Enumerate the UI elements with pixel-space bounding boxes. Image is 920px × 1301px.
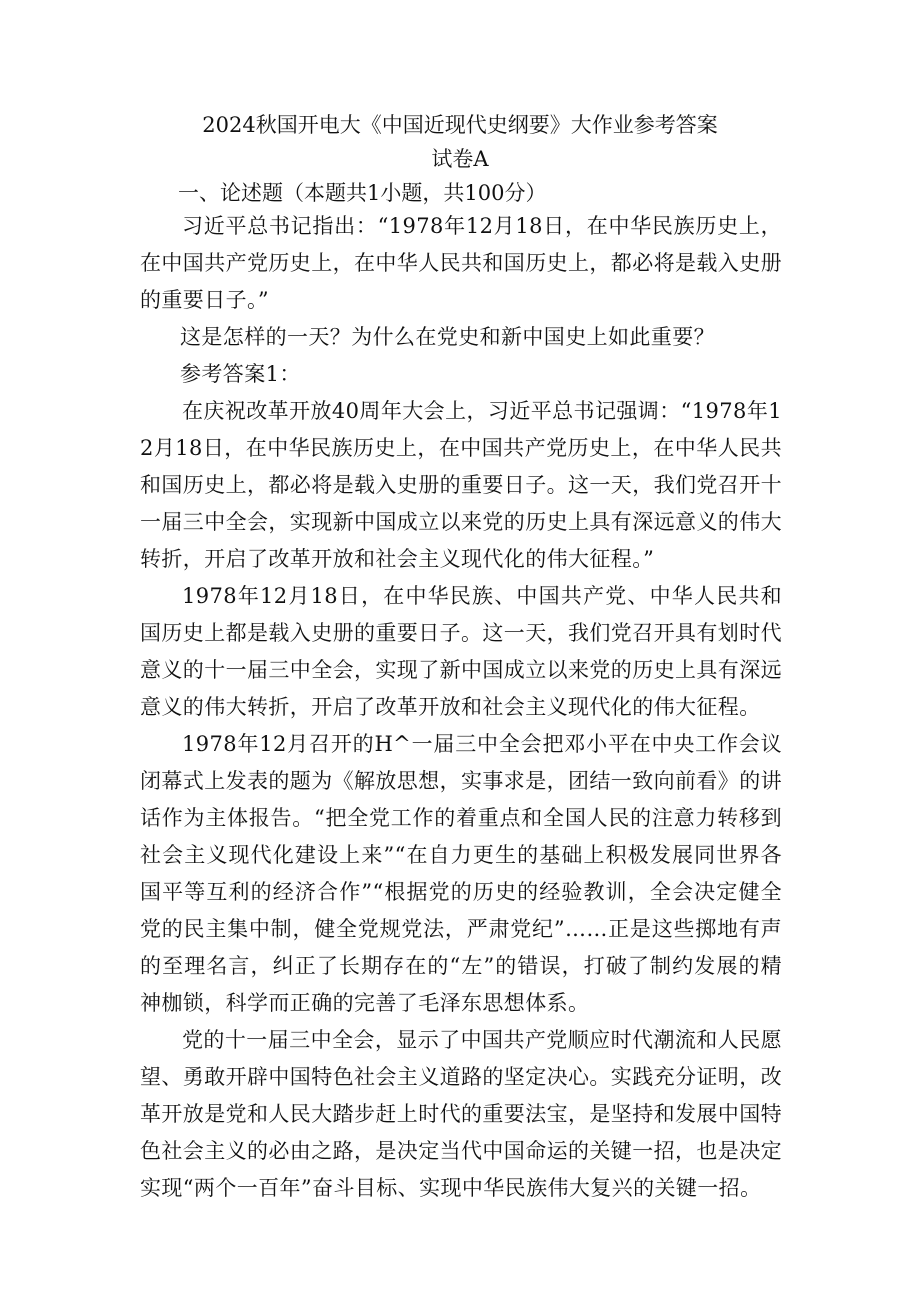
answer-label: 参考答案1：	[180, 362, 301, 386]
document-title: 2024秋国开电大《中国近现代史纲要》大作业参考答案	[202, 113, 718, 137]
section-heading: 一、论述题（本题共1小题，共100分）	[178, 181, 547, 205]
answer-paragraph: 1978年12月18日，在中华民族、中国共产党、中华人民共和国历史上都是载入史册的重要日子。这一天，我们党召开具有划时代意义的十一届三中全会，实现了新中国成立以来党的历史上具有深远意义的伟大转折，开启了改革开放和社会主义现代化的伟大征程。	[140, 584, 782, 719]
answer-paragraph: 在庆祝改革开放40周年大会上，习近平总书记强调：“1978年12月18日，在中华民族历史上，在中国共产党历史上，在中华人民共和国历史上，都必将是载入史册的重要日子。这一天，我们党召开十一届三中全会，实现新中国成立以来党的历史上具有深远意义的伟大转折，开启了改革开放和社会主义现代化的伟大征程。”	[140, 399, 782, 571]
exam-paper-label: 试卷A	[431, 147, 489, 171]
answer-paragraph: 党的十一届三中全会，显示了中国共产党顺应时代潮流和人民愿望、勇敢开辟中国特色社会主义道路的坚定决心。实践充分证明，改革开放是党和人民大踏步赶上时代的重要法宝，是坚持和发展中国特色社会主义的必由之路，是决定当代中国命运的关键一招，也是决定实现“两个一百年”奋斗目标、实现中华民族伟大复兴的关键一招。	[140, 1028, 782, 1200]
answer-paragraph: 1978年12月召开的H^一届三中全会把邓小平在中央工作会议闭幕式上发表的题为《解放思想，实事求是，团结一致向前看》的讲话作为主体报告。“把全党工作的着重点和全国人民的注意力转移到社会主义现代化建设上来”“在自力更生的基础上积极发展同世界各国平等互利的经济合作”“根据党的历史的经验教训，全会决定健全党的民主集中制，健全党规党法，严肃党纪”……正是这些掷地有声的至理名言，纠正了长期存在的“左”的错误，打破了制约发展的精神枷锁，科学而正确的完善了毛泽东思想体系。	[140, 732, 782, 1015]
question-quote: 习近平总书记指出：“1978年12月18日，在中华民族历史上，在中国共产党历史上，在中华人民共和国历史上，都必将是载入史册的重要日子。”	[140, 214, 782, 312]
question-text: 这是怎样的一天？为什么在党史和新中国史上如此重要？	[180, 325, 715, 349]
document-body	[140, 208, 782, 1207]
